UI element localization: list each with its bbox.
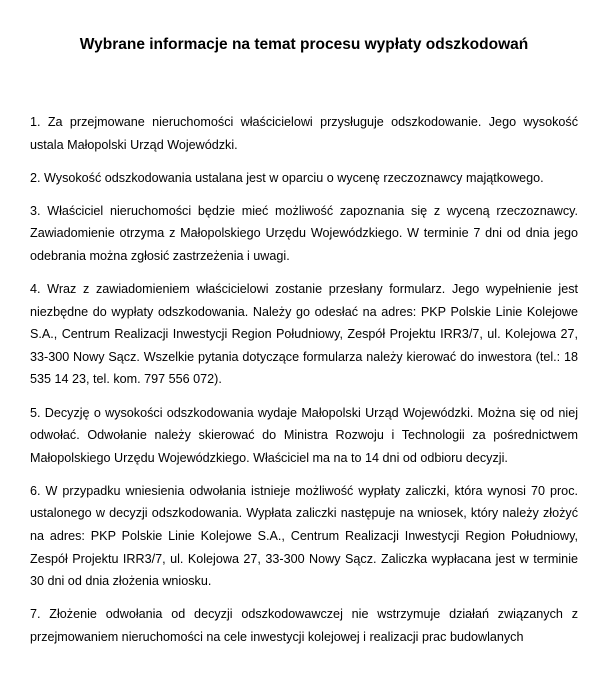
paragraph-2: 2. Wysokość odszkodowania ustalana jest w oparciu o wycenę rzeczoznawcy majątkowego.: [30, 170, 544, 185]
paragraph-6: 6. W przypadku wniesienia odwołania istnieje możliwość wypłaty zaliczki, która wynosi 70 proc. ustalonego w decyzji odszkodowania. Wypłata zaliczki następuje na wniosek, który należy złożyć na adres: PKP Polskie Linie Kolejowe S.A., Centrum Realizacji Inwestycji Region Południowy, Zespół Projektu IRR3/7, ul. Kolejowa 27, 33-300 Nowy Sącz. Zaliczka wypłacana jest w terminie 30 dni od dnia złożenia wniosku.: [30, 483, 578, 589]
document-body: [30, 111, 578, 659]
paragraph-5: 5. Decyzję o wysokości odszkodowania wydaje Małopolski Urząd Wojewódzki. Można się od niej odwołać. Odwołanie należy skierować do Ministra Rozwoju i Technologii za pośrednictwem Małopolskiego Urzędu Wojewódzkiego. Właściciel ma na to 14 dni od odbioru decyzji.: [30, 405, 578, 465]
document-title: Wybrane informacje na temat procesu wypłaty odszkodowań: [79, 36, 529, 53]
paragraph-4: 4. Wraz z zawiadomieniem właścicielowi zostanie przesłany formularz. Jego wypełnienie jest niezbędne do wypłaty odszkodowania. Należy go odesłać na adres: PKP Polskie Linie Kolejowe S.A., Centrum Realizacji Inwestycji Region Południowy, Zespół Projektu IRR3/7, ul. Kolejowa 27, 33-300 Nowy Sącz. Wszelkie pytania dotyczące formularza należy kierować do inwestora (tel.: 18 535 14 23, tel. kom. 797 556 072).: [30, 282, 578, 387]
paragraph-3: 3. Właściciel nieruchomości będzie mieć możliwość zapoznania się z wyceną rzeczoznawcy. Zawiadomienie otrzyma z Małopolskiego Urzędu Wojewódzkiego. W terminie 7 dni od dnia jego odebrania można zgłosić zastrzeżenia i uwagi.: [30, 203, 578, 263]
paragraph-7: 7. Złożenie odwołania od decyzji odszkodowawczej nie wstrzymuje działań związanych z przejmowaniem nieruchomości na cele inwestycji kolejowej i realizacji prac budowlanych: [30, 607, 578, 644]
paragraph-1: 1. Za przejmowane nieruchomości właścicielowi przysługuje odszkodowanie. Jego wysokość ustala Małopolski Urząd Wojewódzki.: [30, 115, 578, 152]
